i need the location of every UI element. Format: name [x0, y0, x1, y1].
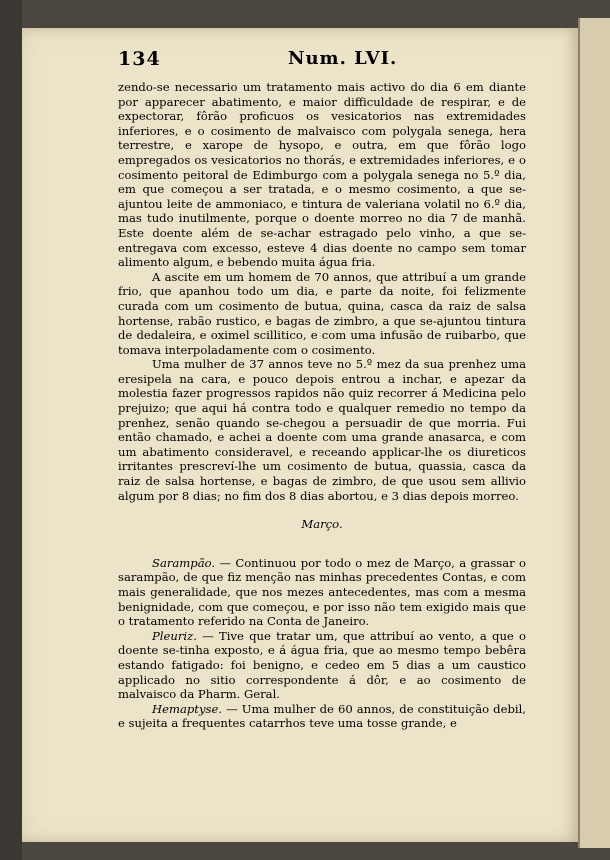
entry-text: — Uma mulher de 60 annos, de constituição debil, e sujeita a frequentes catarrhos teve uma tosse grande, e	[118, 701, 526, 731]
entry-label: Sarampão.	[152, 555, 216, 570]
entry-paragraph	[118, 702, 526, 731]
running-head: Num. LVI.	[288, 48, 398, 69]
page-header	[118, 48, 518, 72]
entry-paragraph	[118, 556, 526, 629]
paragraph: A ascite em um homem de 70 annos, que attribuí a um grande frio, que apanhou todo um dia, e parte da noite, foi felizmente curada com um cosimento de butua, quina, casca da raiz de salsa hortense, rabão rustico, e bagas de zimbro, a que se-ajuntou tintura de dedaleira, e oximel scillitico, e com uma infusão de ruibarbo, que tomava interpoladamente com o cosimento.	[118, 269, 526, 357]
page-body	[118, 80, 526, 731]
book-gutter	[0, 0, 22, 860]
entry-label: Hemaptyse.	[152, 701, 223, 716]
entry-paragraph	[118, 629, 526, 702]
entry-text: — Tive que tratar um, que attribuí ao vento, a que o doente se-tinha exposto, e á água fria, que ao mesmo tempo bebêra estando fatigado: foi benigno, e cedeo em 5 dias a um caustico applicado no sitio correspondente á dôr, e ao cosimento de malvaisco da Pharm. Geral.	[118, 628, 526, 702]
paragraph: Uma mulher de 37 annos teve no 5.º mez da sua prenhez uma eresipela na cara, e pouco depois entrou a inchar, e apezar da molestia fazer progressos rapidos não quiz recorrer á Medicina pelo prejuizo; que aqui há contra todo e qualquer remedio no tempo da prenhez, senão quando se-chegou a persuadir de que morria. Fui então chamado, e achei a doente com uma grande anasarca, e com um abatimento consideravel, e receando applicar-lhe os diureticos irritantes prescreví-lhe um cosimento de butua, quassia, casca da raiz de salsa hortense, e bagas de zimbro, de que usou sem allivio algum por 8 dias; no fim dos 8 dias abortou, e 3 dias depois morreo.	[118, 357, 526, 503]
paragraph: zendo-se necessario um tratamento mais activo do dia 6 em diante por apparecer abatimento, e maior difficuldade de respirar, e de expectorar, fôrão proficuos os vesicatorios nas extremidades inferiores, e o cosimento de malvaisco com polygala senega, hera terrestre, e xarope de hysopo, e outra, em que fôrão logo empregados os vesicatorios no thorás, e extremidades inferiores, e o cosimento peitoral de Edimburgo com a polygala senega no 5.º dia, em que começou a ser tratada, e o mesmo cosimento, a que se-ajuntou leite de ammoniaco, e tintura de valeriana volatil no 6.º dia, mas tudo inutilmente, porque o doente morreo no dia 7 de manhã. Este doente além de se-achar estragado pelo vinho, a que se-entregava com excesso, esteve 4 dias doente no campo sem tomar alimento algum, e bebendo muita água fria.	[118, 80, 526, 270]
section-heading: Março.	[301, 517, 343, 532]
page-edge	[578, 18, 610, 848]
entry-label: Pleuriz.	[152, 628, 197, 643]
page-number: 134	[118, 48, 161, 70]
entry-text: — Continuou por todo o mez de Março, a grassar o sarampão, de que fiz menção nas minhas precedentes Contas, e com mais generalidade, que nos mezes antecedentes, mas com a mesma benignidade, com que começou, e por isso não tem exigido mais que o tratamento referido na Conta de Janeiro.	[118, 555, 526, 629]
